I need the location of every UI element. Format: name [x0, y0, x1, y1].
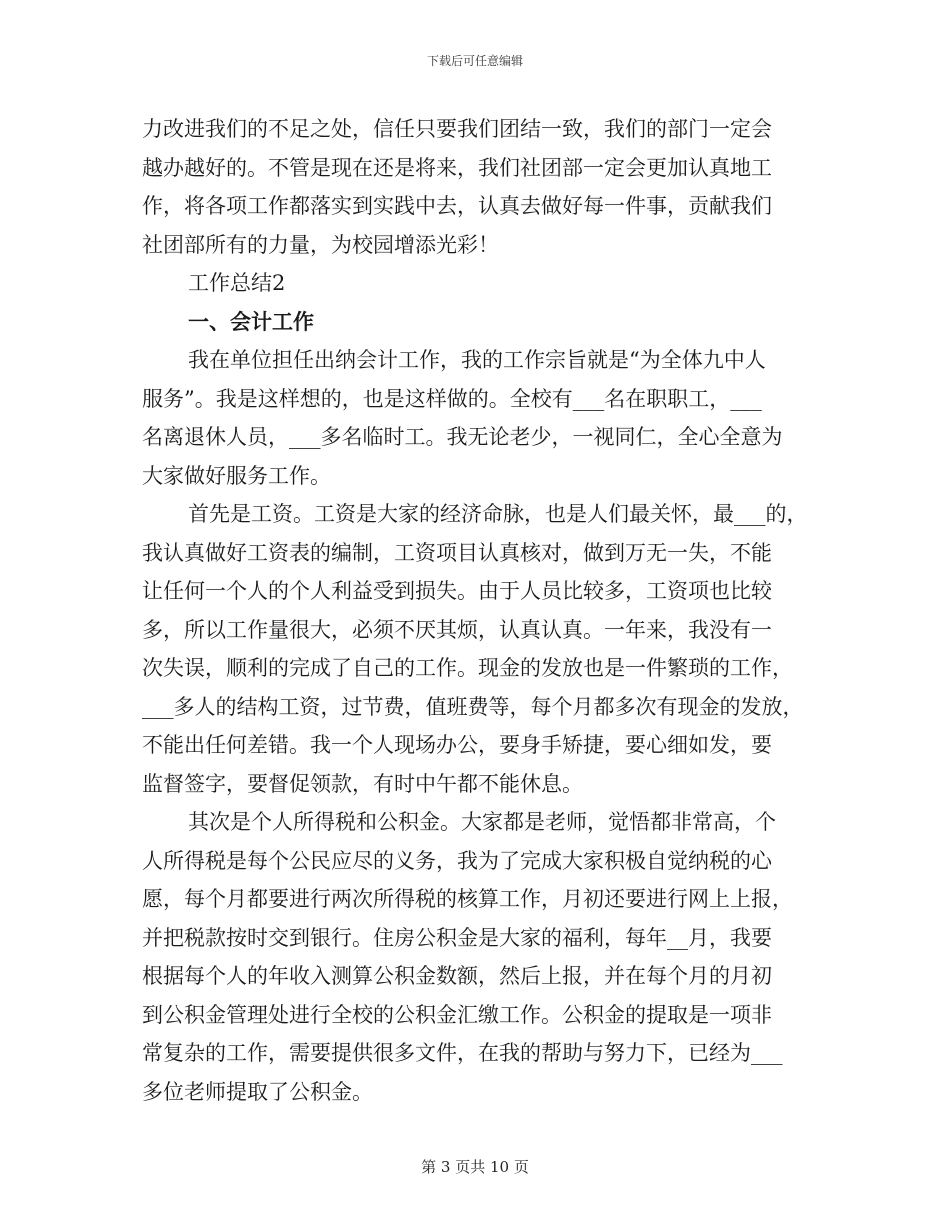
paragraph-line: 作，将各项工作都落实到实践中去，认真去做好每一件事，贡献我们	[142, 194, 772, 218]
paragraph-line: 首先是工资。工资是大家的经济命脉，也是人们最关怀，最___的，	[188, 502, 808, 526]
paragraph-line: 我认真做好工资表的编制，工资项目认真核对，做到万无一失，不能	[142, 540, 772, 565]
paragraph-line: 其次是个人所得税和公积金。大家都是老师，觉悟都非常高，个	[188, 810, 776, 834]
paragraph-line: 愿，每个月都要进行两次所得税的核算工作，月初还要进行网上上报，	[142, 887, 793, 911]
paragraph-line: 大家做好服务工作。	[142, 463, 331, 488]
paragraph-line: 我在单位担任出纳会计工作，我的工作宗旨就是“为全体九中人	[188, 348, 766, 372]
paragraph-line: 多位老师提取了公积金。	[142, 1079, 373, 1104]
paragraph-line: 并把税款按时交到银行。住房公积金是大家的福利，每年__月，我要	[142, 925, 772, 950]
paragraph-line: 不能出任何差错。我一个人现场办公，要身手矫捷，要心细如发，要	[142, 733, 772, 757]
paragraph-line: 到公积金管理处进行全校的公积金汇缴工作。公积金的提取是一项非	[142, 1002, 772, 1027]
paragraph-line: 多，所以工作量很大，必须不厌其烦，认真认真。一年来，我没有一	[142, 617, 772, 642]
page-number-footer: 第 3 页共 10 页	[421, 1158, 529, 1176]
paragraph-line: 社团部所有的力量，为校园增添光彩！	[142, 232, 499, 257]
paragraph-line: 人所得税是每个公民应尽的义务，我为了完成大家积极自觉纳税的心	[142, 848, 772, 873]
paragraph-line: 监督签字，要督促领款，有时中午都不能休息。	[142, 771, 583, 796]
paragraph-line: 次失误，顺利的完成了自己的工作。现金的发放也是一件繁琐的工作，	[142, 656, 793, 680]
section-heading: 一、会计工作	[188, 308, 314, 334]
paragraph-line: 名离退休人员，___多名临时工。我无论老少，一视同仁，全心全意为	[142, 425, 783, 449]
paragraph-line: 让任何一个人的个人利益受到损失。由于人员比较多，工资项也比较	[142, 579, 772, 603]
section-title: 工作总结2	[188, 271, 286, 295]
paragraph-line: 越办越好的。不管是现在还是将来，我们社团部一定会更加认真地工	[142, 155, 772, 180]
paragraph-line: 根据每个人的年收入测算公积金数额，然后上报，并在每个月的月初	[142, 964, 772, 988]
document-body	[142, 110, 814, 1111]
paragraph-line: ___多人的结构工资，过节费，值班费等，每个月都多次有现金的发放，	[142, 694, 804, 719]
paragraph-line: 常复杂的工作，需要提供很多文件，在我的帮助与努力下，已经为___	[142, 1041, 783, 1065]
paragraph-line: 服务”。我是这样想的，也是这样做的。全校有___名在职职工，___	[142, 386, 762, 411]
page-header-note: 下载后可任意编辑	[426, 54, 523, 68]
paragraph-line: 力改进我们的不足之处，信任只要我们团结一致，我们的部门一定会	[142, 117, 772, 141]
